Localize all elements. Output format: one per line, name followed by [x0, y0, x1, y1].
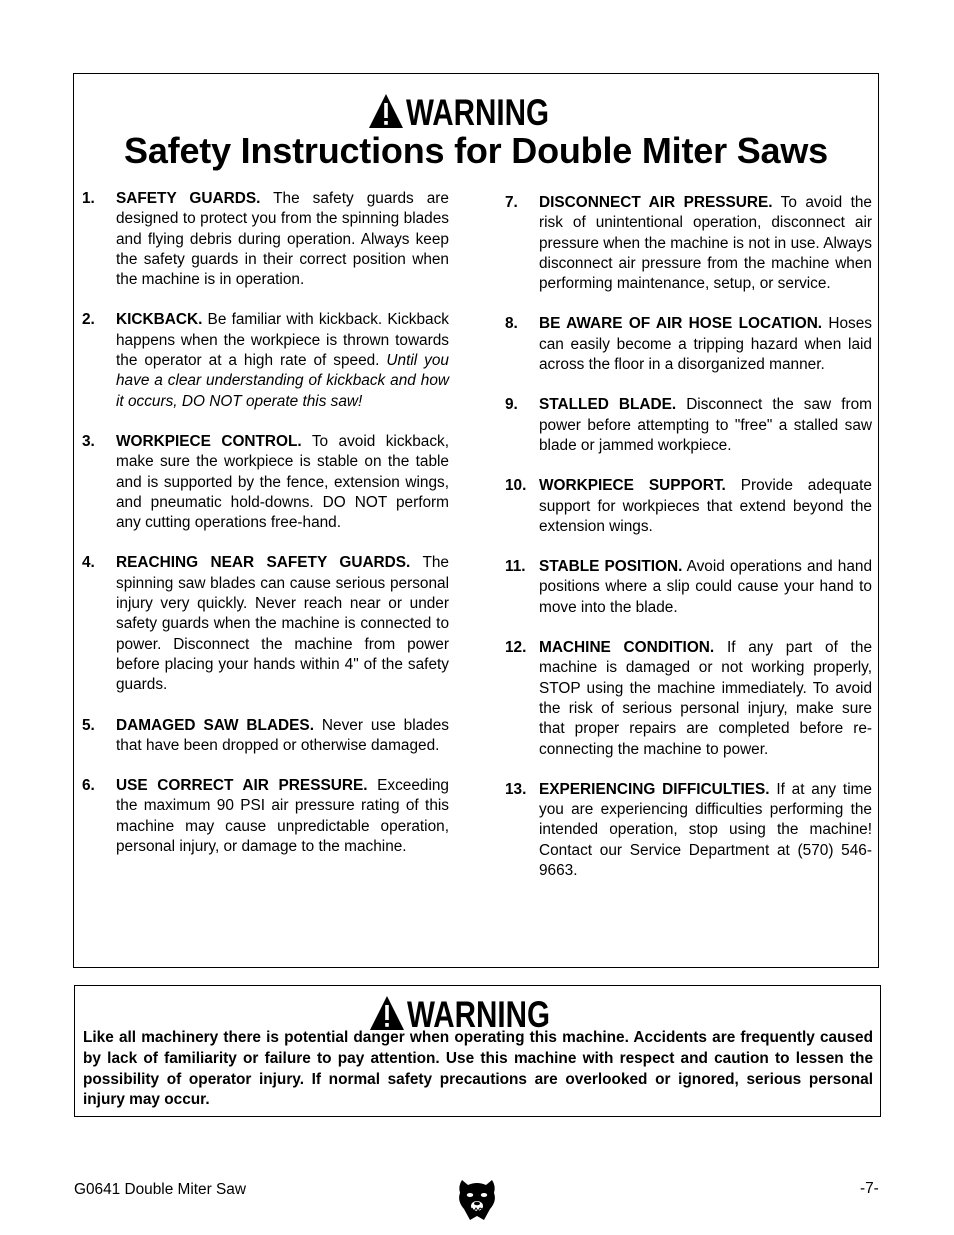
list-item	[82, 310, 449, 411]
item-number: 1.	[82, 190, 95, 207]
item-heading: WORKPIECE SUPPORT.	[539, 477, 726, 495]
item-body: To avoid kickback, make sure the workpiece is stable on the table and is supported by the fence, extension wings, and pneumatic hold-downs. DO NOT perform any cutting operations free-hand.	[116, 432, 450, 532]
list-item	[505, 780, 872, 881]
item-text	[539, 193, 872, 294]
item-body: If at any time you are experiencing difficulties performing the intended operation, stop using the machine! Contact our Service Department at (570) 546-9663.	[539, 780, 872, 880]
item-number: 13.	[505, 780, 527, 798]
footer-model: G0641 Double Miter Saw	[74, 1181, 246, 1198]
item-text	[116, 776, 449, 857]
item-body: The spinning saw blades can cause serious personal injury very quickly. Never reach near or under safety guards when the machine is connected to power. Disconnect the machine from power before placing your hands within 4" of the safety guards.	[116, 554, 449, 694]
item-text	[539, 395, 872, 456]
list-item	[82, 776, 449, 857]
list-item	[82, 432, 449, 533]
item-number: 6.	[82, 777, 95, 795]
item-number: 5.	[82, 716, 95, 734]
item-text	[539, 638, 872, 760]
list-item	[505, 314, 872, 375]
warning-heading	[74, 92, 878, 134]
item-number: 9.	[505, 396, 518, 414]
list-item	[505, 638, 872, 760]
item-text	[539, 314, 872, 375]
item-body: Hoses can easily become a tripping hazard when laid across the floor in a disorganized manner.	[539, 315, 873, 374]
item-text	[116, 310, 449, 411]
item-heading: DISCONNECT AIR PRESSURE.	[539, 194, 773, 211]
item-heading: MACHINE CONDITION.	[539, 639, 715, 657]
item-body: Disconnect the saw from power before attempting to "free" a stalled saw blade or jammed workpiece.	[539, 396, 872, 454]
item-text	[539, 476, 872, 537]
item-body: To avoid the risk of unintentional operation, disconnect air pressure when the machine is not in use. Always disconnect air pressure from the machine when performing maintenance, setup, or service.	[539, 194, 872, 293]
item-number: 3.	[82, 432, 95, 450]
warning-triangle-icon	[368, 92, 404, 130]
list-item	[505, 557, 872, 618]
item-emphasis: Until you have a clear understanding of kickback and how it occurs, DO NOT operate this saw!	[116, 352, 449, 410]
general-warning-text: Like all machinery there is potential danger when operating this machine. Accidents are frequently caused by lack of familiarity or failure to pay attention. Use this machine with respect and caution to lessen the possibility of operator injury. If normal safety precautions are overlooked or ignored, serious personal injury may occur.	[83, 1029, 873, 1109]
item-heading: SAFETY GUARDS.	[116, 190, 261, 207]
item-heading: STALLED BLADE.	[539, 396, 677, 414]
warning-triangle-icon	[369, 994, 405, 1032]
safety-instructions-box	[73, 73, 879, 968]
warning-label: WARNING	[405, 92, 549, 133]
item-body: Exceeding the maximum 90 PSI air pressure rating of this machine may cause unpredictable operation, personal injury, or damage to the machine.	[116, 777, 449, 856]
item-body: Be familiar with kickback. Kickback happens when the workpiece is thrown towards the operator at a high rate of speed.	[116, 311, 449, 370]
item-body: Never use blades that have been dropped or otherwise damaged.	[116, 716, 449, 754]
item-text	[116, 553, 449, 695]
item-number: 11.	[505, 558, 526, 576]
item-heading: STABLE POSITION.	[539, 558, 683, 576]
list-item	[82, 716, 449, 757]
item-body: Provide adequate support for workpieces that extend beyond the extension wings.	[539, 477, 872, 535]
left-column	[82, 189, 449, 877]
warning-label: WARNING	[407, 994, 551, 1035]
item-text	[539, 780, 872, 881]
item-text	[116, 716, 449, 757]
item-heading: KICKBACK.	[116, 311, 203, 329]
item-body: The safety guards are designed to protect you from the spinning blades and flying debris during operation. Always keep the safety guards in their correct position when the machine is in operation.	[116, 190, 449, 289]
item-number: 7.	[505, 194, 518, 211]
item-body: If any part of the machine is damaged or not working properly, STOP using the machine immediately. To avoid the risk of serious personal injury, make sure that proper repairs are completed before re-connecting the machine to power.	[539, 639, 873, 758]
list-item	[505, 476, 872, 537]
item-number: 10.	[505, 477, 527, 495]
item-number: 8.	[505, 315, 518, 333]
item-heading: USE CORRECT AIR PRESSURE.	[116, 777, 368, 795]
page-title: Safety Instructions for Double Miter Saws	[124, 130, 828, 171]
item-body: Avoid operations and hand positions where a slip could cause your hand to move into the blade.	[539, 558, 872, 616]
item-heading: WORKPIECE CONTROL.	[116, 432, 302, 450]
item-text	[539, 557, 872, 618]
item-text	[116, 189, 449, 290]
list-item	[505, 395, 872, 456]
list-item	[505, 193, 872, 294]
item-number: 4.	[82, 554, 95, 572]
page-number: -7-	[860, 1180, 879, 1197]
item-heading: EXPERIENCING DIFFICULTIES.	[539, 780, 770, 798]
item-heading: BE AWARE OF AIR HOSE LOCATION.	[539, 315, 823, 333]
list-item	[82, 189, 449, 290]
item-number: 2.	[82, 311, 95, 329]
bear-logo-icon	[456, 1176, 498, 1222]
item-heading: REACHING NEAR SAFETY GUARDS.	[116, 554, 411, 572]
item-number: 12.	[505, 639, 527, 657]
item-text	[116, 432, 449, 533]
list-item	[82, 553, 449, 695]
right-column	[505, 193, 872, 901]
item-heading: DAMAGED SAW BLADES.	[116, 716, 314, 734]
general-warning-box	[74, 985, 881, 1117]
